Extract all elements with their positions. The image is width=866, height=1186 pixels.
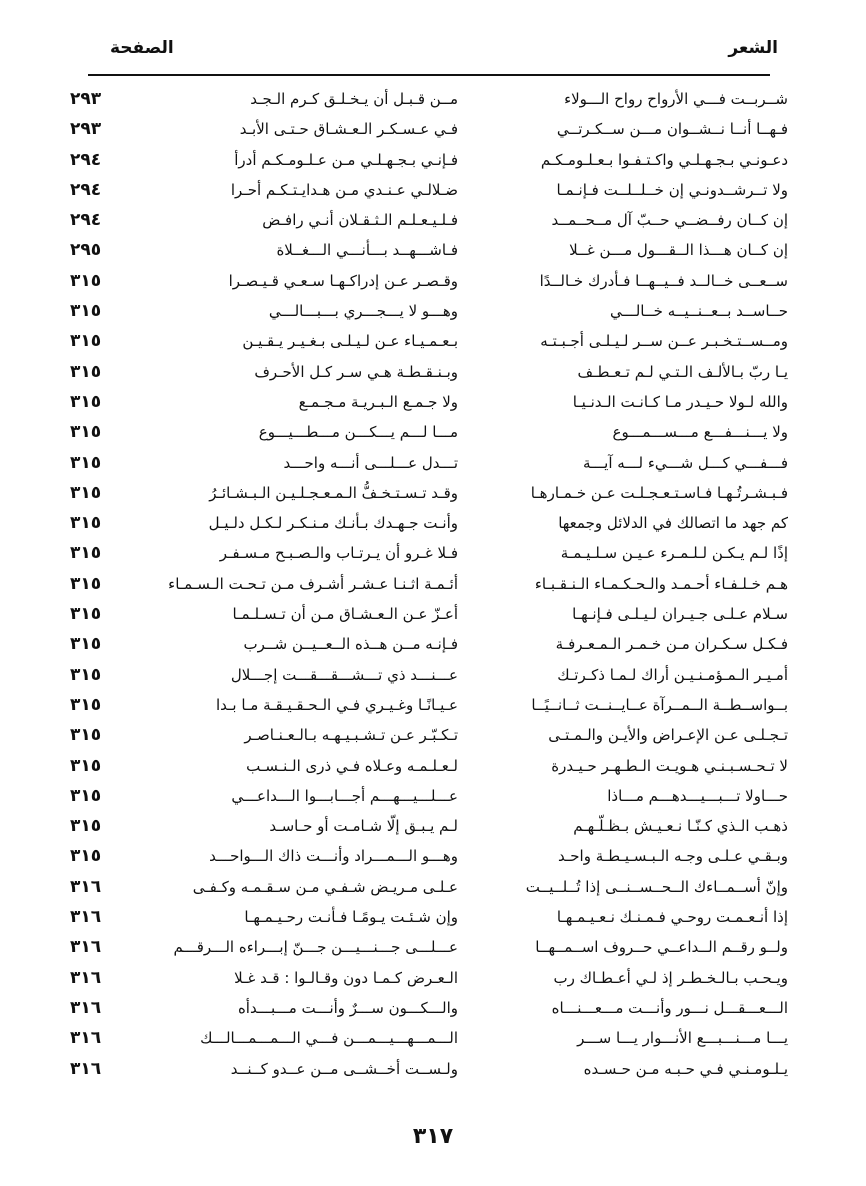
- verse-page-number: ٣١٥: [70, 301, 102, 322]
- verse-first-hemistich: أمـيـر الـمـؤمـنـيـن أراك لـمـا ذكـرتـك: [557, 665, 788, 684]
- verse-second-hemistich: ولـســت أخــشــى مــن عــدو كــنــد: [230, 1059, 458, 1078]
- verse-first-hemistich: والله لـولا حـيـدر مـا كـانـت الـدنـيـا: [572, 392, 788, 411]
- verse-first-hemistich: سـلام عـلـى جـيـران لـيـلـى فـإنـهـا: [572, 605, 788, 624]
- verse-second-hemistich: بـعـمـيـاء عـن لـيـلـى بـغـيـر يـقـيـن: [242, 332, 458, 351]
- verse-first-hemistich: كم جهد ما اتصالك في الدلائل وجمعها: [558, 514, 788, 533]
- verse-second-hemistich: وهـــو الـــمـــراد وأنـــت ذاك الـــواحـــد: [209, 847, 458, 866]
- table-row: [70, 357, 788, 387]
- table-row: [70, 599, 788, 629]
- verse-first-hemistich: فـــفـــي كـــل شـــيء لـــه آيـــة: [582, 453, 788, 472]
- table-row: [70, 326, 788, 356]
- verse-page-number: ٢٩٤: [70, 210, 102, 231]
- verse-second-hemistich: ولا جـمـع الـبـريـة مـجـمـع: [298, 392, 458, 411]
- verse-page-number: ٣١٥: [70, 725, 102, 746]
- verse-page-number: ٣١٥: [70, 422, 102, 443]
- verse-second-hemistich: عـيـانًـا وغـيـري فـي الـحـقـيـقـة مـا بـدا: [215, 695, 458, 714]
- table-row: [70, 538, 788, 568]
- verse-first-hemistich: لا تـحـسـبـنـي هـويـت الـطـهـر حـيـدرة: [551, 756, 788, 775]
- verse-first-hemistich: شــربــت فـــي الأرواح رواح الـــولاء: [564, 90, 788, 108]
- table-row: [70, 235, 788, 265]
- column-header-page: الصفحة: [110, 38, 174, 58]
- table-row: [70, 993, 788, 1023]
- verse-second-hemistich: وهـــو لا يـــجـــري بـــبـــالـــي: [268, 302, 458, 321]
- verse-first-hemistich: دعـونـي بـجـهـلـي واكـتـفـوا بـعـلـومـكـم: [540, 150, 788, 169]
- table-row: [70, 660, 788, 690]
- verse-second-hemistich: فـإنـه مــن هــذه الــعــيــن شــرب: [243, 635, 458, 654]
- verse-first-hemistich: ولا تــرشــدونـي إن خــلــلــت فـإنـمـا: [556, 180, 788, 199]
- verse-page-number: ٣١٥: [70, 543, 102, 564]
- table-row: [70, 114, 788, 144]
- table-row: [70, 902, 788, 932]
- verse-page-number: ٣١٦: [70, 967, 102, 988]
- verse-page-number: ٣١٥: [70, 361, 102, 382]
- verse-page-number: ٣١٥: [70, 270, 102, 291]
- verse-first-hemistich: ولــو رقــم الــداعــي حــروف اســمــهــا: [535, 938, 788, 957]
- verse-page-number: ٣١٦: [70, 1058, 102, 1079]
- verse-page-number: ٣١٥: [70, 573, 102, 594]
- table-row: [70, 175, 788, 205]
- table-row: [70, 145, 788, 175]
- table-row: [70, 629, 788, 659]
- verse-first-hemistich: فـكـل سـكـران مـن خـمـر الـمـعـرفـة: [555, 635, 788, 654]
- verse-first-hemistich: تـجـلـى عـن الإعـراض والأيـن والـمـتـى: [548, 726, 788, 745]
- table-row: [70, 690, 788, 720]
- table-row: [70, 508, 788, 538]
- table-row: [70, 811, 788, 841]
- verse-second-hemistich: وبـنـقـطـة هـي سـر كـل الأحـرف: [254, 362, 458, 381]
- verse-second-hemistich: عـــلـــى جـــنـــيـــن جـــنّ إبـــراءه الـــرقـــم: [173, 938, 458, 957]
- verse-page-number: ٣١٥: [70, 664, 102, 685]
- table-row: [70, 781, 788, 811]
- verse-first-hemistich: الـــعـــقـــل نـــور وأنـــت مـــعـــنـــاه: [551, 998, 788, 1017]
- table-row: [70, 387, 788, 417]
- table-row: [70, 569, 788, 599]
- header-rule: [88, 74, 770, 76]
- verse-page-number: ٢٩٣: [70, 89, 102, 109]
- verse-second-hemistich: فـلا غـرو أن يـرتـاب والـصـبـح مـسـفـر: [219, 544, 458, 563]
- table-row: [70, 205, 788, 235]
- verse-page-number: ٣١٥: [70, 634, 102, 655]
- verse-second-hemistich: الـــمـــهـــيـــمـــن فـــي الـــمـــمـــالـــك: [200, 1029, 458, 1048]
- verse-second-hemistich: ضـلالـي عـنـدي مـن هـدايـتـكـم أحـرا: [230, 180, 458, 199]
- verse-second-hemistich: تـــدل عـــلـــى أنـــه واحـــد: [283, 453, 458, 472]
- verse-page-number: ٣١٥: [70, 604, 102, 625]
- table-row: [70, 1023, 788, 1053]
- table-row: [70, 720, 788, 750]
- verse-second-hemistich: فـي عـسـكـر الـعـشـاق حـتـى الأبـد: [239, 120, 458, 139]
- verse-second-hemistich: وقـد تـسـتـخـفُّ الـمـعـجـلـيـن الـبـشـائـرُ: [209, 483, 458, 502]
- verse-page-number: ٣١٦: [70, 937, 102, 958]
- verse-first-hemistich: ســعــى خــالــد فــيــهــا فـأدرك خـالــدًا: [539, 271, 788, 290]
- verse-page-number: ٢٩٣: [70, 119, 102, 140]
- table-row: [70, 963, 788, 993]
- verse-first-hemistich: يـا ربّ بـالألـف الـتـي لـم تـعـطـف: [577, 362, 788, 381]
- verse-page-number: ٣١٥: [70, 816, 102, 837]
- verse-page-number: ٣١٥: [70, 482, 102, 503]
- verse-page-number: ٣١٥: [70, 513, 102, 534]
- verse-first-hemistich: فـهــا أنــا نــشــوان مـــن ســكـرتــي: [556, 120, 788, 139]
- verse-page-number: ٣١٥: [70, 391, 102, 412]
- verse-page-number: ٣١٥: [70, 331, 102, 352]
- table-row: [70, 266, 788, 296]
- verse-first-hemistich: حـــاولا تـــبـــيـــدهـــم مـــاذا: [607, 786, 788, 805]
- verse-second-hemistich: فـاشـــهــد بـــأنـــي الـــغــلاة: [276, 241, 458, 260]
- verse-second-hemistich: عـــلـــيـــهـــم أجـــابـــوا الـــداعـــي: [231, 786, 458, 805]
- table-row: [70, 296, 788, 326]
- verse-second-hemistich: عـــنـــد ذي تـــشـــقـــقـــت إجـــلال: [230, 665, 458, 684]
- verse-first-hemistich: ذهـب الـذي كـنّـا نـعـيـش بـظـلّـهـم: [573, 817, 788, 836]
- verse-second-hemistich: وإن شـئـت يـومًـا فـأنـت رحـيـمـهـا: [244, 908, 458, 927]
- verse-first-hemistich: إن كــان رفــضــي حــبّ آل مــحــمــد: [551, 211, 788, 230]
- verse-first-hemistich: بــواســطــة الــمــرآة عــايــنــت ثــانــيًــا: [531, 695, 788, 714]
- verse-page-number: ٣١٦: [70, 1028, 102, 1049]
- verse-second-hemistich: والـــكـــون ســـرٌ وأنـــت مـــبـــدأه: [237, 998, 458, 1017]
- verse-first-hemistich: إذا أنـعـمـت روحـي فـمـنـك نـعـيـمـهـا: [556, 908, 788, 927]
- verse-second-hemistich: فـلـيـعـلـم الـثـقـلان أنـي رافـض: [262, 211, 458, 230]
- verse-first-hemistich: هـم خـلـفـاء أحـمـد والـحـكـمـاء الـنـقـبـاء: [534, 574, 788, 593]
- table-row: [70, 872, 788, 902]
- verse-first-hemistich: إن كــان هـــذا الــقـــول مـــن غــلا: [569, 241, 788, 260]
- verse-first-hemistich: وإنّ أســمــاءك الــحــســنــى إذا تُــلــيــت: [525, 877, 788, 896]
- verse-first-hemistich: حــاســد بــعــنــيــه خــالـــي: [610, 302, 788, 321]
- verse-page-number: ٣١٦: [70, 876, 102, 897]
- verse-page-number: ٣١٥: [70, 694, 102, 715]
- verse-page-number: ٣١٦: [70, 907, 102, 928]
- verse-page-number: ٢٩٤: [70, 149, 102, 170]
- verse-second-hemistich: الـعـرض كـمـا دون وقـالـوا : قـد غـلا: [234, 968, 458, 987]
- verse-second-hemistich: عـلـى مـريـض شـفـي مـن سـقـمـه وكـفـى: [192, 877, 458, 896]
- verse-page-number: ٣١٥: [70, 785, 102, 806]
- verse-first-hemistich: ويـحـب بـالـخـطـر إذ لـي أعـطـاك رب: [553, 968, 788, 987]
- verse-first-hemistich: وبـقـي عـلـى وجـه الـبـسـيـطـة واحـد: [558, 847, 788, 866]
- verse-page-number: ٣١٥: [70, 755, 102, 776]
- verse-page-number: ٣١٦: [70, 997, 102, 1018]
- verse-first-hemistich: ومــســتـخـبـر عــن ســر لـيـلـى أجـبـتـه: [540, 332, 788, 351]
- page-number: ٣١٧: [412, 1124, 454, 1149]
- verse-second-hemistich: أعـزّ عـن الـعـشـاق مـن أن تـسـلـمـا: [232, 605, 458, 624]
- verse-second-hemistich: وأنـت جـهـدك بـأنـك مـنـكـر لـكـل دلـيـل: [208, 514, 458, 533]
- verse-first-hemistich: يـــا مـــنـــبـــع الأنـــوار يـــا ســـر: [577, 1029, 788, 1048]
- verse-first-hemistich: ولا يـــنـــفـــع مـــســـمـــوع: [612, 423, 788, 442]
- verse-second-hemistich: أئـمـة اثـنـا عـشـر أشـرف مـن تـحـت الـسـمـاء: [168, 574, 458, 593]
- table-row: [70, 932, 788, 962]
- verse-second-hemistich: لـم يـبـق إلّا شـامـت أو حـاسـد: [269, 817, 458, 836]
- table-row: [70, 84, 788, 114]
- verse-page-number: ٢٩٤: [70, 179, 102, 200]
- verse-second-hemistich: فـإنـي بـجـهـلـي مـن عـلـومـكـم أدرأ: [234, 150, 458, 169]
- table-row: [70, 478, 788, 508]
- column-header-poetry: الشعر: [728, 38, 778, 58]
- table-row: [70, 448, 788, 478]
- verse-second-hemistich: مــن قـبـل أن يـخـلـق كـرم الـجـد: [250, 90, 458, 108]
- verse-page-number: ٣١٥: [70, 846, 102, 867]
- verse-second-hemistich: تـكـبّـر عـن تـشـبـيـهـه بـالـعـنـاصـر: [244, 726, 458, 745]
- verse-second-hemistich: مـــا لـــم يـــكـــن مـــطـــيـــوع: [258, 423, 458, 442]
- table-row: [70, 841, 788, 871]
- table-row: [70, 417, 788, 447]
- verse-first-hemistich: فـبـشـرتُـهـا فـاسـتـعـجـلـت عـن خـمـارهـا: [530, 483, 788, 502]
- verse-second-hemistich: وقـصـر عـن إدراكـهـا سـعـي قـيـصـرا: [228, 271, 458, 290]
- verse-index-list: [70, 84, 788, 1084]
- verse-page-number: ٢٩٥: [70, 240, 102, 261]
- verse-page-number: ٣١٥: [70, 452, 102, 473]
- verse-second-hemistich: لـعـلـمـه وعـلاه فـي ذرى الـنـسـب: [246, 756, 458, 775]
- table-row: [70, 1054, 788, 1084]
- verse-first-hemistich: يـلـومـنـي فـي حـبـه مـن حـسـده: [583, 1059, 788, 1078]
- verse-first-hemistich: إذًا لـم يـكـن لـلـمـرء عـيـن سـلـيـمـة: [560, 544, 788, 563]
- table-row: [70, 751, 788, 781]
